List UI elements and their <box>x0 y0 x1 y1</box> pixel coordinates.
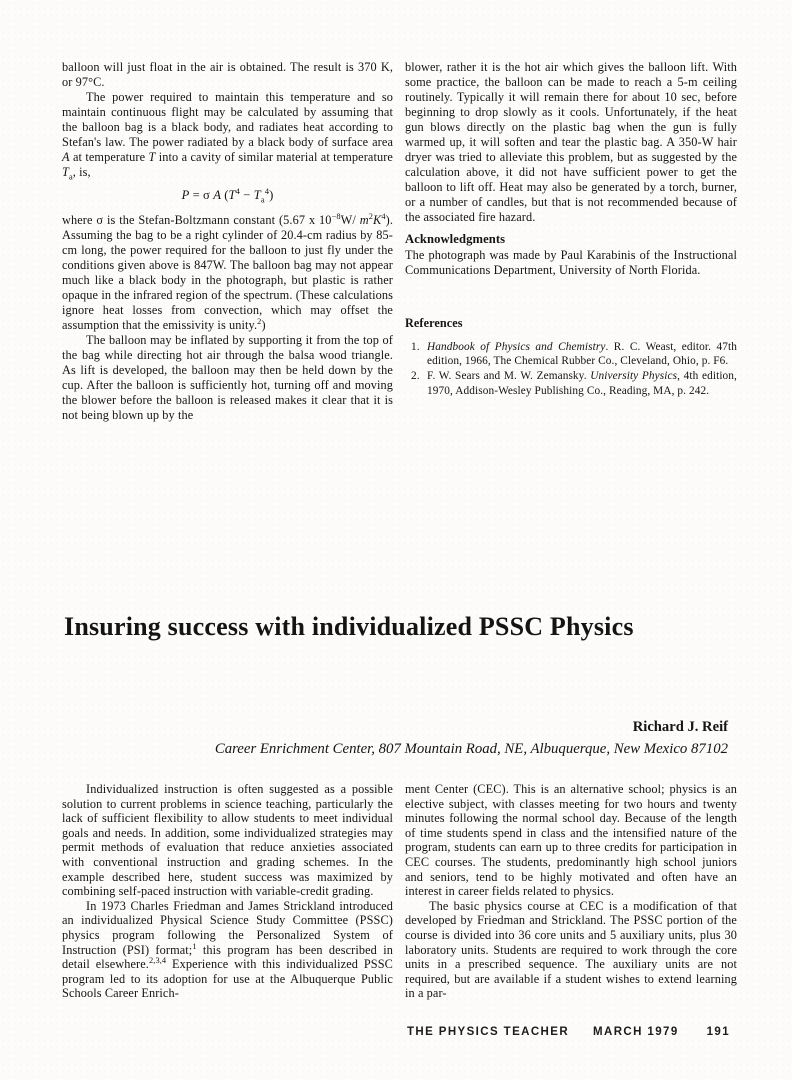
acknowledgments-heading: Acknowledgments <box>405 232 506 246</box>
author-affiliation: Career Enrichment Center, 807 Mountain Road, NE, Albuquerque, New Mexico 87102 <box>214 741 728 757</box>
paragraph: Individualized instruction is often suggested as a possible solution to current problems in science teaching, particularly the lack of sufficient flexibility to allow students to meet individual goals and needs. In addition, some individualized strategies may permit methods of evaluation that reduce anxieties associated with conventional instruction and grading schemes. In the example described here, student success was maximized by combining self-paced instruction with variable-credit grading. <box>62 782 393 899</box>
byline <box>62 719 728 758</box>
page-footer <box>407 1026 730 1038</box>
paragraph: The balloon may be inflated by supporting it from the top of the bag while directing hot air through the balsa wood triangle. As lift is developed, the balloon may then be held down by the cup. After the balloon is sufficiently hot, turning off and moving the blower before the balloon is released makes it clear that it is not being blown up by the <box>62 333 393 422</box>
reference-item <box>405 369 737 397</box>
article-title: Insuring success with individualized PSSC Physics <box>64 612 634 641</box>
stefan-law-equation: P = σ A $(T^4 - T_a^4)$ <box>181 185 274 205</box>
reference-text: . R. C. Weast, editor. 47th edition, 1966, The Chemical Rubber Co., Cleveland, Ohio, p. F6. <box>427 341 737 368</box>
reference-number: 2. <box>411 370 420 383</box>
paragraph: where σ is the Stefan-Boltzmann constant (5.67 x $10^{-8}W/$ $m^2K^4$). Assuming the bag to be a right cylinder of 20.4-cm radius by 85-cm long, the power required for the balloon to just fly under the conditions given above is 847W. The balloon bag may not appear much like a black body in the photograph, but plastic is rather opaque in the infrared region of the spectrum. (These calculations ignore heat losses from convection, which may offset the assumption that the emissivity is unity.$^2$) <box>62 211 393 332</box>
reference-list <box>405 340 737 398</box>
reference-text: , 4th edition, 1970, Addison-Wesley Publishing Co., Reading, MA, p. 242. <box>427 370 737 397</box>
paragraph: balloon will just float in the air is obtained. The result is 370 K, or 97°C. <box>62 60 393 89</box>
journal-name: THE PHYSICS TEACHER <box>406 1026 570 1038</box>
reference-text: F. W. Sears and M. W. Zemansky. <box>427 370 591 383</box>
reference-title: University Physics <box>590 370 678 383</box>
reference-item <box>405 340 737 368</box>
references-heading: References <box>405 316 463 330</box>
paragraph: The basic physics course at CEC is a modification of that developed by Friedman and Strickland. The PSSC portion of the course is divided into 36 core units and 5 auxiliary units, plus 30 laboratory units. Students are required to work through the core units in a prescribed sequence. The auxiliary units are not required, but are available if a student wishes to extend learning in a par- <box>405 898 737 1001</box>
author-name: Richard J. Reif <box>632 719 728 735</box>
paragraph: The power required to maintain this temperature and so maintain continuous flight may be calculated by assuming that the balloon bag is a black body, and radiates heat according to Stefan's law. The power radiated by a black body of surface area A at temperature T into a cavity of similar material at temperature $T_a$, is, <box>62 90 393 182</box>
reference-number: 1. <box>411 341 420 353</box>
article2-right-column <box>405 782 737 1001</box>
reference-title: Handbook of Physics and Chemistry <box>427 341 606 353</box>
paragraph: In 1973 Charles Friedman and James Strickland introduced an individualized Physical Science Study Committee (PSSC) physics program following the Personalized System of Instruction (PSI) format;$^1$ this program has been described in detail elsewhere.$^{2,3,4}$ Experience with this individualized PSSC program led to its adoption for use at the Albuquerque Public Schools Career Enrich- <box>62 898 393 1001</box>
issue-date: MARCH 1979 <box>593 1026 679 1038</box>
acknowledgments-text: The photograph was made by Paul Karabinis of the Instructional Communications Department, University of North Florida. <box>405 248 737 277</box>
paragraph: blower, rather it is the hot air which gives the balloon lift. With some practice, the balloon can be made to reach a 5-m ceiling routinely. Typically it will remain there for about 10 sec, before beginning to drop slowly as it cools. Unfortunately, if the heat gun blows directly on the plastic bag when the gun is fully warmed up, it will soften and tear the plastic bag. A 350-W hair dryer was tried to alleviate this problem, but as suggested by the calculation above, it did not have sufficient power to get the balloon to lift off. Heat may also be generated by a torch, burner, or a number of candles, but that is not recommended because of the associated fire hazard. <box>405 60 737 224</box>
paragraph: ment Center (CEC). This is an alternative school; physics is an elective subject, with classes meeting for two hours and twenty minutes following the normal school day. Because of the length of time students spend in class and the intensified nature of the program, students can earn up to three credits for participation in CEC courses. The students, predominantly high school juniors and seniors, tend to be highly motivated and often have an interest in career fields related to physics. <box>405 782 737 899</box>
article2-left-column <box>62 782 393 1001</box>
page-number: 191 <box>706 1026 730 1038</box>
article1-left-column <box>62 60 393 423</box>
article1-right-column <box>405 60 737 399</box>
